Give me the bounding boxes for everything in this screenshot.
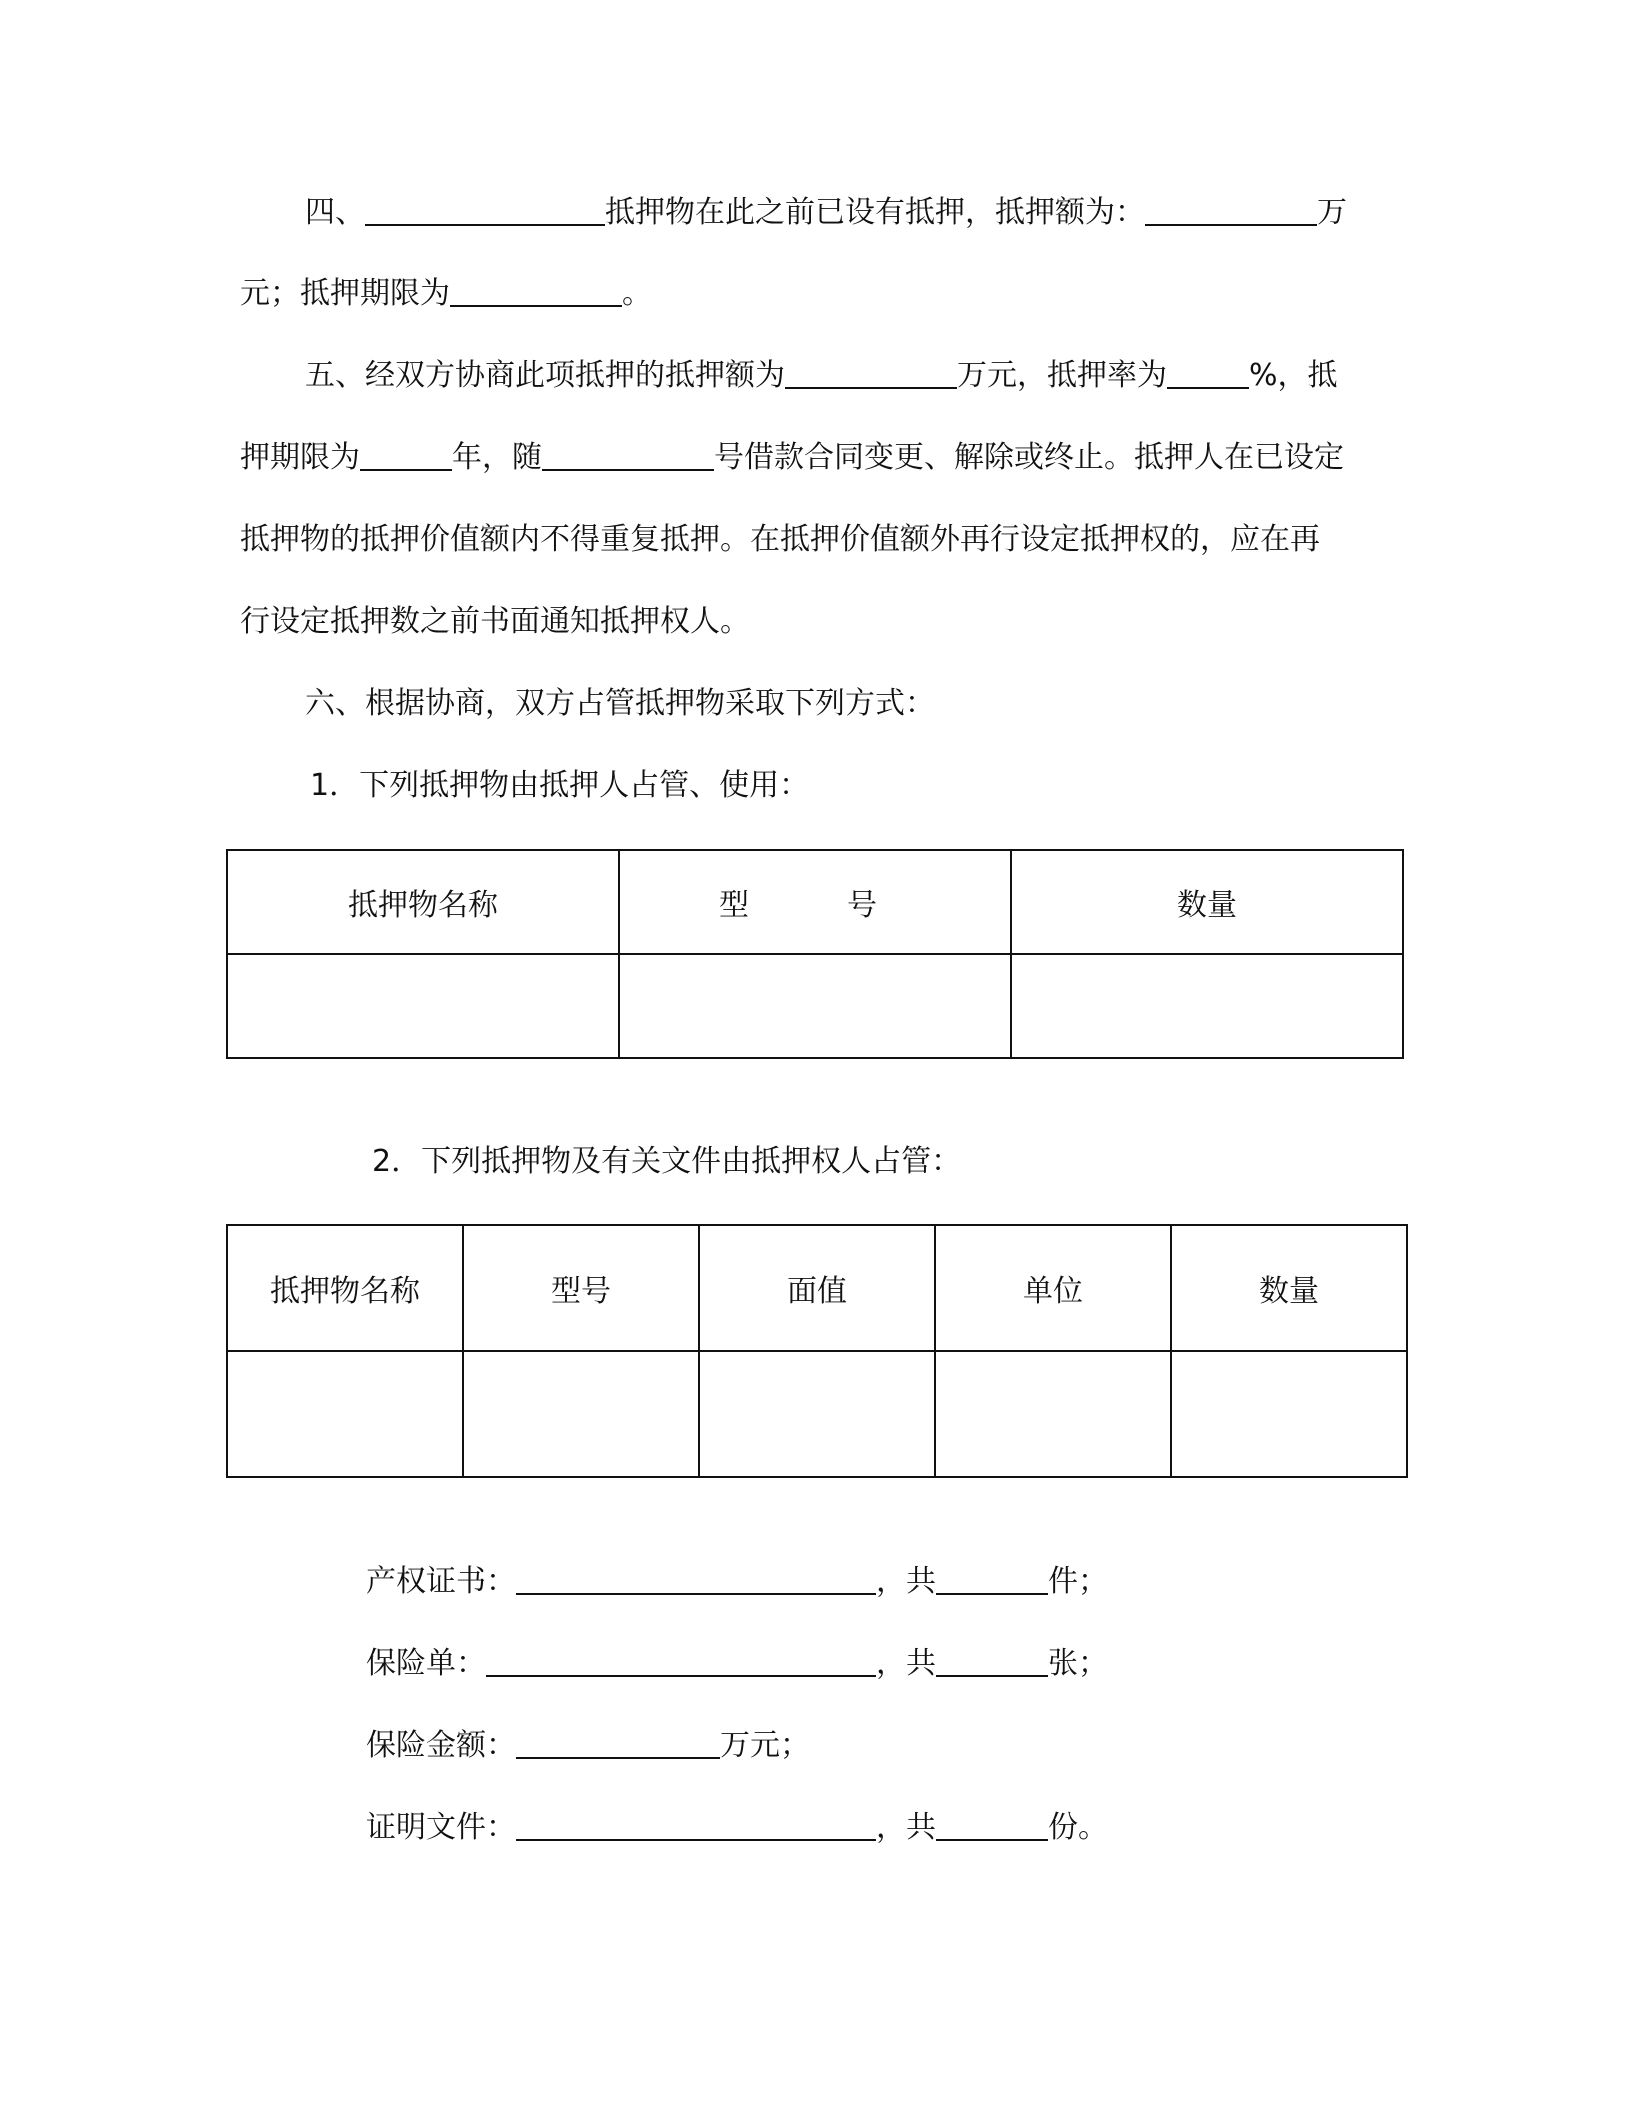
clause6-item1: 1．下列抵押物由抵押人占管、使用：: [310, 768, 810, 803]
clause5-line3: 抵押物的抵押价值额内不得重复抵押。在抵押价值额外再行设定抵押权的，应在再: [240, 522, 1320, 557]
table-cell[interactable]: [935, 1351, 1171, 1477]
clause5-line1: [305, 356, 1338, 396]
table-cell[interactable]: [1011, 954, 1403, 1058]
header-cell: 型 号: [619, 850, 1011, 954]
clause4-unit: 万: [1317, 195, 1347, 230]
cert-total: ，共: [876, 1564, 936, 1599]
table-cell[interactable]: [1171, 1351, 1407, 1477]
mortgage-years-blank[interactable]: [360, 439, 452, 471]
insurance-count-blank[interactable]: [936, 1645, 1048, 1677]
insurance-unit: 张；: [1048, 1646, 1108, 1681]
insurance-total: ，共: [876, 1646, 936, 1681]
clause4-text: 抵押物在此之前已设有抵押，抵押额为：: [605, 195, 1145, 230]
amount-blank[interactable]: [516, 1727, 720, 1759]
mortgage-amount-blank[interactable]: [785, 357, 957, 389]
clause4-prefix: 四、: [305, 195, 365, 230]
clause5-line2: [240, 438, 1344, 478]
clause5-text-d: 年，随: [452, 440, 542, 475]
amount-unit: 万元；: [720, 1728, 810, 1763]
clause4-line1: [305, 193, 1347, 233]
table-row: [227, 1351, 1407, 1477]
table-header-row: [227, 1225, 1407, 1351]
header-cell: 抵押物名称: [227, 850, 619, 954]
header-cell: 单位: [935, 1225, 1171, 1351]
clause5-term-label: 押期限为: [240, 440, 360, 475]
clause5-line4: 行设定抵押数之前书面通知抵押权人。: [240, 604, 750, 639]
clause4-term-label: 元；抵押期限为: [240, 276, 450, 311]
prior-mortgage-amount-blank[interactable]: [1145, 194, 1317, 226]
table-header-row: [227, 850, 1403, 954]
amount-row: [366, 1726, 810, 1766]
table-cell[interactable]: [227, 954, 619, 1058]
insurance-row: [366, 1644, 1108, 1684]
clause5-text-c: %，抵: [1249, 358, 1338, 393]
clause4-line2: [240, 274, 652, 314]
clause5-text-b: 万元，抵押率为: [957, 358, 1167, 393]
clause5-text-a: 五、经双方协商此项抵押的抵押额为: [305, 358, 785, 393]
proof-row: [366, 1808, 1108, 1848]
header-cell: 面值: [699, 1225, 935, 1351]
insurance-blank[interactable]: [486, 1645, 876, 1677]
clause6-intro: 六、根据协商，双方占管抵押物采取下列方式：: [305, 686, 935, 721]
loan-contract-number-blank[interactable]: [542, 439, 714, 471]
table-mortgagor-held: [226, 849, 1404, 1059]
proof-count-blank[interactable]: [936, 1809, 1048, 1841]
proof-label: 证明文件：: [366, 1810, 516, 1845]
amount-label: 保险金额：: [366, 1728, 516, 1763]
prior-mortgage-term-blank[interactable]: [450, 275, 622, 307]
header-cell: 数量: [1171, 1225, 1407, 1351]
cert-unit: 件；: [1048, 1564, 1108, 1599]
proof-unit: 份。: [1048, 1810, 1108, 1845]
cert-count-blank[interactable]: [936, 1563, 1048, 1595]
cert-label: 产权证书：: [366, 1564, 516, 1599]
clause6-item2: 2．下列抵押物及有关文件由抵押权人占管：: [372, 1144, 962, 1179]
table-row: [227, 954, 1403, 1058]
header-cell: 抵押物名称: [227, 1225, 463, 1351]
cert-row: [366, 1562, 1108, 1602]
table-mortgagee-held: [226, 1224, 1408, 1478]
insurance-label: 保险单：: [366, 1646, 486, 1681]
proof-blank[interactable]: [516, 1809, 876, 1841]
clause5-text-e: 号借款合同变更、解除或终止。抵押人在已设定: [714, 440, 1344, 475]
clause4-period: 。: [622, 276, 652, 311]
cert-blank[interactable]: [516, 1563, 876, 1595]
header-cell: 型号: [463, 1225, 699, 1351]
table-cell[interactable]: [619, 954, 1011, 1058]
mortgage-rate-blank[interactable]: [1167, 357, 1249, 389]
proof-total: ，共: [876, 1810, 936, 1845]
header-cell: 数量: [1011, 850, 1403, 954]
mortgaged-item-blank[interactable]: [365, 194, 605, 226]
table-cell[interactable]: [227, 1351, 463, 1477]
table-cell[interactable]: [463, 1351, 699, 1477]
table-cell[interactable]: [699, 1351, 935, 1477]
